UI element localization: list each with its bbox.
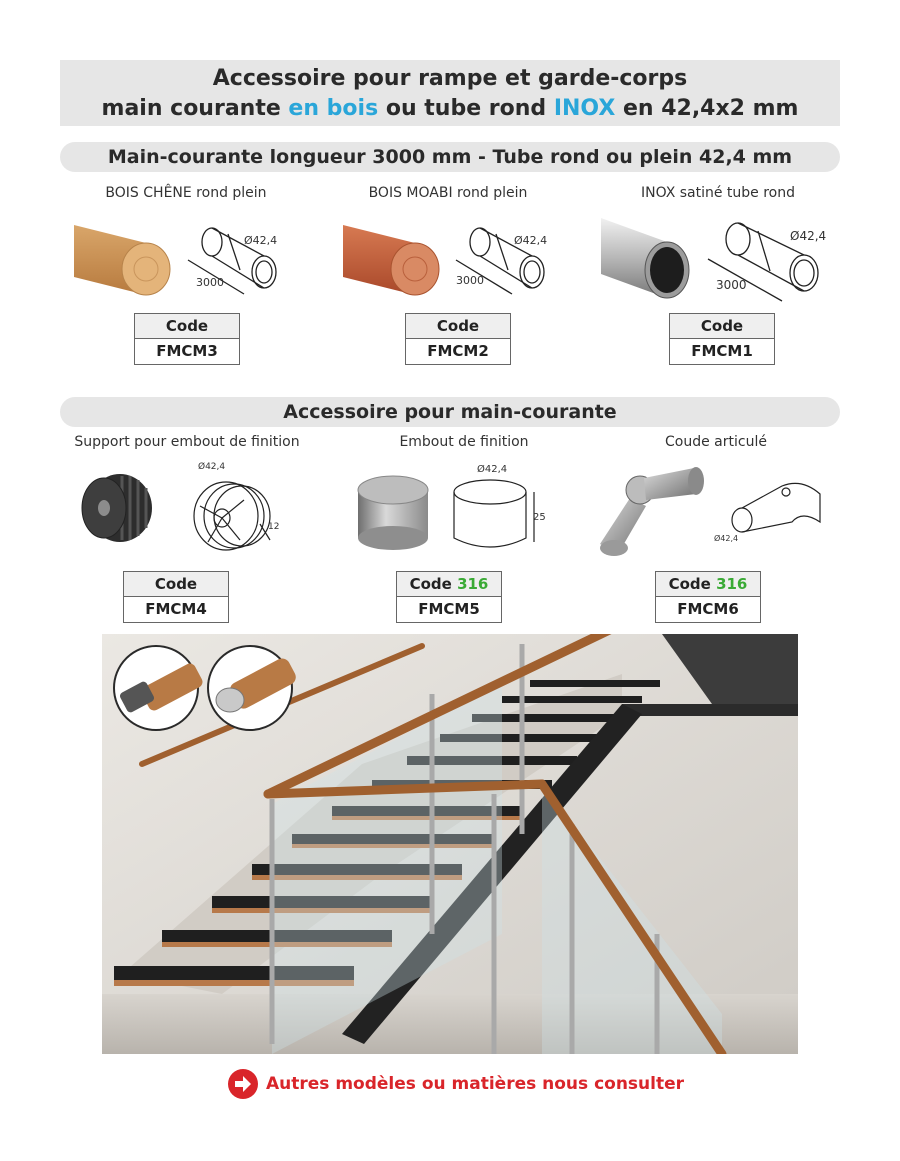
dim-length: 3000 xyxy=(716,278,747,292)
code-label: Code xyxy=(135,314,239,339)
code-box-fmcm2 xyxy=(405,313,511,365)
code-box-fmcm3 xyxy=(134,313,240,365)
code-value: FMCM5 xyxy=(418,600,480,618)
oak-rail-image xyxy=(66,215,176,300)
section-title-handrail: Main-courante longueur 3000 mm - Tube rond ou plein 42,4 mm xyxy=(60,142,840,172)
dim-diameter: Ø42,4 xyxy=(198,462,226,472)
dim-diameter: Ø42,4 xyxy=(477,464,508,475)
dim-diameter: Ø42,4 xyxy=(714,534,739,543)
code-label xyxy=(397,572,501,597)
footer-note xyxy=(228,1068,684,1100)
dim-diameter: Ø42,4 xyxy=(244,234,278,247)
elbow-image xyxy=(596,458,714,560)
code-label-text: Code xyxy=(668,575,717,593)
staircase-illustration xyxy=(102,634,798,1054)
code-box-fmcm4 xyxy=(123,571,229,623)
code-label-text: Code xyxy=(154,575,198,593)
header-line-2 xyxy=(60,94,840,124)
steel-grade: 316 xyxy=(457,575,489,593)
code-box-fmcm6 xyxy=(655,571,761,623)
caption-support: Support pour embout de finition xyxy=(74,434,300,450)
rail-drawing-moabi xyxy=(448,220,558,300)
caption-inox: INOX satiné tube rond xyxy=(640,185,796,201)
header-text: en 42,4x2 mm xyxy=(615,96,799,121)
caption-moabi: BOIS MOABI rond plein xyxy=(368,185,528,201)
inox-tube-image xyxy=(595,212,700,302)
dim-length: 3000 xyxy=(456,274,484,287)
dim-height: 25 xyxy=(533,512,546,523)
caption-oak: BOIS CHÊNE rond plein xyxy=(105,185,267,201)
code-label: Code xyxy=(406,314,510,339)
dim-diameter: Ø42,4 xyxy=(514,234,548,247)
code-label xyxy=(656,572,760,597)
code-value: FMCM3 xyxy=(156,342,218,360)
code-box-fmcm1 xyxy=(669,313,775,365)
dim-length: 3000 xyxy=(196,276,224,289)
code-label-text: Code xyxy=(409,575,458,593)
header-text: ou tube rond xyxy=(378,96,554,121)
staircase-photo xyxy=(102,634,798,1054)
support-drawing xyxy=(186,470,286,556)
code-value: FMCM4 xyxy=(145,600,207,618)
steel-grade: 316 xyxy=(716,575,748,593)
caption-end-cap: Embout de finition xyxy=(399,434,529,450)
header-text: main courante xyxy=(101,96,289,121)
code-value: FMCM1 xyxy=(691,342,753,360)
footer-text: Autres modèles ou matières nous consulter xyxy=(266,1074,685,1094)
dim-diameter: Ø42,4 xyxy=(790,229,827,243)
caption-elbow: Coude articulé xyxy=(665,434,767,450)
page-header xyxy=(60,60,840,126)
code-value: FMCM6 xyxy=(677,600,739,618)
header-highlight-bois: en bois xyxy=(288,96,379,121)
dim-width: 12 xyxy=(268,522,280,532)
code-label xyxy=(124,572,228,597)
end-cap-image xyxy=(352,472,434,554)
header-line-1: Accessoire pour rampe et garde-corps xyxy=(212,66,688,91)
support-image xyxy=(76,470,156,546)
header-highlight-inox: INOX xyxy=(553,96,616,121)
code-box-fmcm5 xyxy=(396,571,502,623)
moabi-rail-image xyxy=(335,215,445,300)
section-title-accessories: Accessoire pour main-courante xyxy=(60,397,840,427)
arrow-right-icon xyxy=(228,1069,258,1099)
code-value: FMCM2 xyxy=(427,342,489,360)
code-label: Code xyxy=(670,314,774,339)
